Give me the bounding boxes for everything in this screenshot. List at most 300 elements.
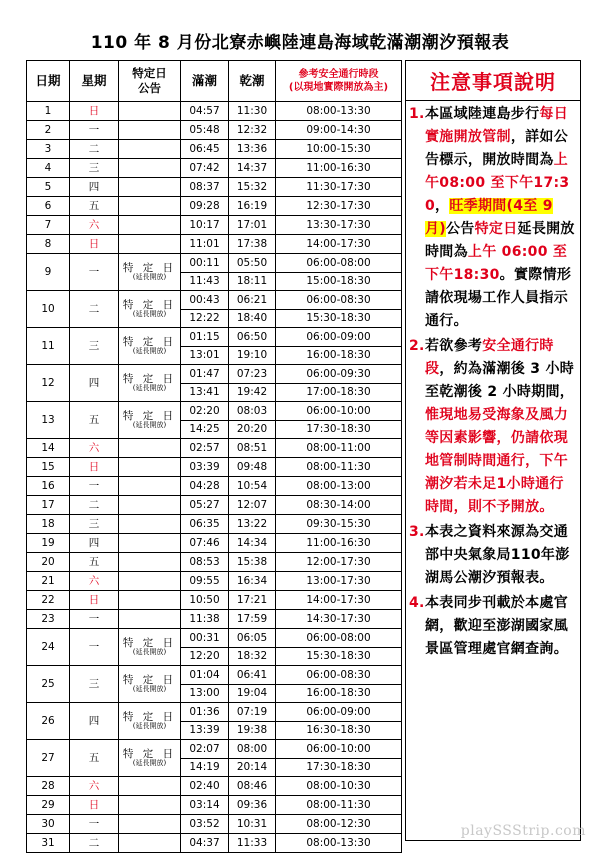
cell-safe-period: 08:00-13:30 (276, 834, 402, 853)
cell-safe-period: 09:00-14:30 (276, 121, 402, 140)
table-row (27, 815, 402, 834)
cell-special-day (119, 534, 181, 553)
note-number: 1. (409, 106, 425, 122)
cell-safe-period: 15:00-18:30 (276, 272, 402, 291)
cell-high-tide: 12:22 (181, 309, 229, 328)
cell-safe-period: 08:00-12:30 (276, 815, 402, 834)
header-special-line2: 公告 (138, 81, 161, 95)
cell-high-tide: 02:40 (181, 777, 229, 796)
cell-date: 6 (27, 197, 70, 216)
special-day-label: 特 定 日 (122, 674, 177, 687)
cell-weekday: 日 (70, 591, 119, 610)
header-safe-period (276, 61, 402, 102)
table-row (27, 796, 402, 815)
cell-safe-period: 06:00-08:30 (276, 666, 402, 685)
cell-weekday: 二 (70, 834, 119, 853)
cell-safe-period: 12:00-17:30 (276, 553, 402, 572)
cell-date: 23 (27, 610, 70, 629)
special-day-extended-label: (延長開放) (132, 420, 167, 429)
cell-safe-period: 17:30-18:30 (276, 758, 402, 777)
cell-weekday: 一 (70, 815, 119, 834)
note-number: 3. (409, 524, 425, 540)
special-day-extended-label: (延長開放) (132, 758, 167, 767)
cell-low-tide: 20:14 (229, 758, 276, 777)
header-date: 日期 (27, 61, 70, 102)
cell-weekday: 四 (70, 178, 119, 197)
cell-special-day (119, 216, 181, 235)
table-row (27, 515, 402, 534)
note-text-segment: ，約為滿潮後 3 小時至乾潮後 2 小時期間， (425, 361, 575, 400)
header-safe-line1: 參考安全通行時段 (298, 68, 379, 80)
cell-high-tide: 04:37 (181, 834, 229, 853)
cell-special-day (119, 777, 181, 796)
cell-date: 5 (27, 178, 70, 197)
cell-high-tide: 00:11 (181, 254, 229, 273)
note-text-segment: 公告 (446, 221, 475, 237)
cell-weekday: 六 (70, 572, 119, 591)
cell-weekday: 二 (70, 496, 119, 515)
table-row (27, 102, 402, 121)
cell-safe-period: 06:00-09:00 (276, 328, 402, 347)
cell-safe-period: 06:00-10:00 (276, 402, 402, 421)
table-row (27, 458, 402, 477)
special-day-extended-label: (延長開放) (132, 383, 167, 392)
notes-panel (405, 60, 581, 841)
cell-high-tide: 05:27 (181, 496, 229, 515)
cell-high-tide: 14:25 (181, 420, 229, 439)
cell-weekday: 六 (70, 216, 119, 235)
cell-date: 9 (27, 254, 70, 291)
table-row (27, 703, 402, 722)
cell-special-day (119, 629, 181, 666)
cell-low-tide: 19:38 (229, 721, 276, 740)
note-text-segment: 延長開放時間為 (425, 221, 575, 260)
cell-low-tide: 15:32 (229, 178, 276, 197)
table-row (27, 477, 402, 496)
cell-high-tide: 06:45 (181, 140, 229, 159)
note-text-segment: 安全通行時段 (425, 338, 554, 377)
cell-high-tide: 08:53 (181, 553, 229, 572)
cell-safe-period: 08:00-13:00 (276, 477, 402, 496)
cell-low-tide: 13:22 (229, 515, 276, 534)
cell-date: 1 (27, 102, 70, 121)
cell-special-day (119, 740, 181, 777)
cell-high-tide: 11:43 (181, 272, 229, 291)
table-row (27, 121, 402, 140)
cell-date: 15 (27, 458, 70, 477)
cell-low-tide: 09:48 (229, 458, 276, 477)
table-row (27, 328, 402, 347)
cell-date: 14 (27, 439, 70, 458)
cell-special-day (119, 178, 181, 197)
cell-date: 27 (27, 740, 70, 777)
cell-weekday: 一 (70, 610, 119, 629)
cell-low-tide: 08:51 (229, 439, 276, 458)
table-row (27, 159, 402, 178)
cell-safe-period: 16:00-18:30 (276, 346, 402, 365)
note-text-segment: ，詳如公告標示，開放時間為 (425, 129, 569, 168)
cell-high-tide: 01:04 (181, 666, 229, 685)
cell-special-day (119, 140, 181, 159)
special-day-label: 特 定 日 (122, 711, 177, 724)
cell-high-tide: 11:38 (181, 610, 229, 629)
cell-weekday: 二 (70, 140, 119, 159)
table-row (27, 740, 402, 759)
cell-high-tide: 07:46 (181, 534, 229, 553)
cell-special-day (119, 815, 181, 834)
cell-safe-period: 08:30-14:00 (276, 496, 402, 515)
cell-special-day (119, 159, 181, 178)
table-row (27, 610, 402, 629)
cell-low-tide: 15:38 (229, 553, 276, 572)
note-number: 2. (409, 338, 425, 354)
cell-weekday: 三 (70, 328, 119, 365)
cell-high-tide: 13:41 (181, 383, 229, 402)
note-text-segment: 旺季期間(4至 9 月) (425, 198, 553, 237)
cell-weekday: 五 (70, 553, 119, 572)
cell-high-tide: 10:50 (181, 591, 229, 610)
cell-safe-period: 14:00-17:30 (276, 235, 402, 254)
cell-low-tide: 19:04 (229, 684, 276, 703)
cell-weekday: 五 (70, 402, 119, 439)
cell-safe-period: 06:00-08:00 (276, 629, 402, 648)
cell-high-tide: 11:01 (181, 235, 229, 254)
cell-date: 24 (27, 629, 70, 666)
cell-weekday: 四 (70, 534, 119, 553)
note-item (406, 592, 580, 661)
cell-low-tide: 07:19 (229, 703, 276, 722)
note-text-segment: 。實際情形請依現場工作人員指示通行。 (425, 267, 572, 329)
cell-high-tide: 00:31 (181, 629, 229, 648)
cell-high-tide: 04:28 (181, 477, 229, 496)
cell-safe-period: 11:30-17:30 (276, 178, 402, 197)
cell-high-tide: 05:48 (181, 121, 229, 140)
special-day-label: 特 定 日 (122, 373, 177, 386)
cell-low-tide: 10:54 (229, 477, 276, 496)
cell-high-tide: 08:37 (181, 178, 229, 197)
table-row (27, 572, 402, 591)
cell-date: 21 (27, 572, 70, 591)
cell-weekday: 一 (70, 121, 119, 140)
cell-low-tide: 18:32 (229, 647, 276, 666)
cell-special-day (119, 439, 181, 458)
special-day-label: 特 定 日 (122, 336, 177, 349)
cell-safe-period: 12:30-17:30 (276, 197, 402, 216)
cell-low-tide: 13:36 (229, 140, 276, 159)
cell-high-tide: 13:00 (181, 684, 229, 703)
cell-safe-period: 17:00-18:30 (276, 383, 402, 402)
cell-high-tide: 01:36 (181, 703, 229, 722)
note-text-segment: 本區域陸連島步行 (425, 106, 540, 122)
cell-low-tide: 17:21 (229, 591, 276, 610)
cell-weekday: 二 (70, 291, 119, 328)
cell-date: 25 (27, 666, 70, 703)
cell-high-tide: 03:52 (181, 815, 229, 834)
cell-weekday: 四 (70, 703, 119, 740)
cell-safe-period: 06:00-08:00 (276, 254, 402, 273)
cell-weekday: 一 (70, 629, 119, 666)
cell-special-day (119, 102, 181, 121)
cell-high-tide: 02:57 (181, 439, 229, 458)
table-row (27, 197, 402, 216)
cell-safe-period: 08:00-11:30 (276, 458, 402, 477)
note-text-segment: 每日實施開放管制 (425, 106, 569, 145)
cell-date: 17 (27, 496, 70, 515)
tide-table-body (27, 102, 402, 853)
cell-low-tide: 07:23 (229, 365, 276, 384)
cell-special-day (119, 515, 181, 534)
cell-date: 10 (27, 291, 70, 328)
cell-safe-period: 08:00-13:30 (276, 102, 402, 121)
header-weekday: 星期 (70, 61, 119, 102)
cell-date: 31 (27, 834, 70, 853)
cell-date: 4 (27, 159, 70, 178)
cell-low-tide: 12:07 (229, 496, 276, 515)
cell-high-tide: 12:20 (181, 647, 229, 666)
notes-title: 注意事項說明 (406, 61, 580, 101)
cell-special-day (119, 291, 181, 328)
table-row (27, 291, 402, 310)
cell-high-tide: 01:47 (181, 365, 229, 384)
table-row (27, 254, 402, 273)
cell-weekday: 三 (70, 159, 119, 178)
cell-low-tide: 06:05 (229, 629, 276, 648)
cell-high-tide: 09:55 (181, 572, 229, 591)
table-row (27, 591, 402, 610)
cell-low-tide: 11:30 (229, 102, 276, 121)
cell-weekday: 日 (70, 102, 119, 121)
cell-low-tide: 19:10 (229, 346, 276, 365)
cell-special-day (119, 553, 181, 572)
special-day-extended-label: (延長開放) (132, 346, 167, 355)
cell-low-tide: 06:21 (229, 291, 276, 310)
cell-special-day (119, 477, 181, 496)
note-text-segment: ， (435, 198, 450, 214)
cell-weekday: 三 (70, 515, 119, 534)
note-text-segment: 惟現地易受海象及風力等因素影響，仍請依現地管制時間通行，下午潮汐若未足1小時通行時間，則不予開放。 (425, 407, 568, 515)
cell-date: 28 (27, 777, 70, 796)
table-row (27, 402, 402, 421)
note-text-segment: 本表同步刊載於本處官網，歡迎至澎湖國家風景區管理處官網查詢。 (425, 595, 568, 657)
cell-date: 22 (27, 591, 70, 610)
page-title: 110 年 8 月份北寮赤嶼陸連島海域乾滿潮潮汐預報表 (90, 33, 510, 53)
cell-weekday: 一 (70, 254, 119, 291)
table-row (27, 777, 402, 796)
cell-safe-period: 17:30-18:30 (276, 420, 402, 439)
cell-weekday: 五 (70, 197, 119, 216)
cell-high-tide: 06:35 (181, 515, 229, 534)
watermark: playSSStrip.com (460, 823, 586, 839)
cell-high-tide: 03:14 (181, 796, 229, 815)
cell-low-tide: 19:42 (229, 383, 276, 402)
cell-date: 19 (27, 534, 70, 553)
cell-date: 30 (27, 815, 70, 834)
cell-high-tide: 09:28 (181, 197, 229, 216)
cell-high-tide: 02:07 (181, 740, 229, 759)
notes-list (406, 103, 580, 661)
cell-low-tide: 05:50 (229, 254, 276, 273)
cell-safe-period: 14:00-17:30 (276, 591, 402, 610)
cell-safe-period: 16:00-18:30 (276, 684, 402, 703)
cell-low-tide: 09:36 (229, 796, 276, 815)
table-row (27, 534, 402, 553)
cell-special-day (119, 235, 181, 254)
cell-date: 20 (27, 553, 70, 572)
cell-special-day (119, 703, 181, 740)
table-header-row (27, 61, 402, 102)
cell-high-tide: 14:19 (181, 758, 229, 777)
cell-low-tide: 11:33 (229, 834, 276, 853)
cell-special-day (119, 197, 181, 216)
cell-high-tide: 02:20 (181, 402, 229, 421)
cell-special-day (119, 610, 181, 629)
cell-weekday: 六 (70, 777, 119, 796)
cell-low-tide: 18:11 (229, 272, 276, 291)
cell-special-day (119, 365, 181, 402)
cell-date: 3 (27, 140, 70, 159)
cell-high-tide: 07:42 (181, 159, 229, 178)
cell-special-day (119, 834, 181, 853)
cell-low-tide: 17:59 (229, 610, 276, 629)
note-text-segment: 上午 06:00 至下午18:30 (425, 244, 568, 283)
note-text-segment: 特定日 (474, 221, 518, 237)
special-day-label: 特 定 日 (122, 637, 177, 650)
cell-safe-period: 06:00-09:00 (276, 703, 402, 722)
cell-weekday: 一 (70, 477, 119, 496)
cell-high-tide: 13:01 (181, 346, 229, 365)
table-row (27, 365, 402, 384)
table-row (27, 178, 402, 197)
cell-low-tide: 08:03 (229, 402, 276, 421)
cell-high-tide: 13:39 (181, 721, 229, 740)
cell-high-tide: 01:15 (181, 328, 229, 347)
cell-safe-period: 09:30-15:30 (276, 515, 402, 534)
cell-low-tide: 12:32 (229, 121, 276, 140)
table-row (27, 216, 402, 235)
header-safe-line2: (以現地實際開放為主) (288, 82, 389, 93)
cell-high-tide: 03:39 (181, 458, 229, 477)
cell-special-day (119, 254, 181, 291)
table-row (27, 439, 402, 458)
cell-weekday: 日 (70, 235, 119, 254)
note-text-segment: 上午08:00 至下午17:30 (425, 152, 570, 214)
cell-special-day (119, 402, 181, 439)
cell-safe-period: 11:00-16:30 (276, 159, 402, 178)
cell-low-tide: 20:20 (229, 420, 276, 439)
cell-special-day (119, 591, 181, 610)
cell-safe-period: 15:30-18:30 (276, 647, 402, 666)
cell-date: 2 (27, 121, 70, 140)
cell-date: 29 (27, 796, 70, 815)
cell-safe-period: 06:00-10:00 (276, 740, 402, 759)
cell-low-tide: 08:46 (229, 777, 276, 796)
cell-safe-period: 08:00-10:30 (276, 777, 402, 796)
special-day-extended-label: (延長開放) (132, 647, 167, 656)
cell-date: 13 (27, 402, 70, 439)
cell-safe-period: 15:30-18:30 (276, 309, 402, 328)
cell-weekday: 日 (70, 458, 119, 477)
special-day-label: 特 定 日 (122, 262, 177, 275)
cell-weekday: 五 (70, 740, 119, 777)
cell-date: 11 (27, 328, 70, 365)
cell-special-day (119, 666, 181, 703)
cell-safe-period: 13:00-17:30 (276, 572, 402, 591)
cell-high-tide: 10:17 (181, 216, 229, 235)
table-row (27, 629, 402, 648)
table-row (27, 834, 402, 853)
cell-low-tide: 14:34 (229, 534, 276, 553)
header-special-day (119, 61, 181, 102)
cell-low-tide: 17:01 (229, 216, 276, 235)
cell-safe-period: 11:00-16:30 (276, 534, 402, 553)
cell-low-tide: 06:41 (229, 666, 276, 685)
special-day-extended-label: (延長開放) (132, 272, 167, 281)
cell-low-tide: 06:50 (229, 328, 276, 347)
special-day-extended-label: (延長開放) (132, 721, 167, 730)
cell-safe-period: 06:00-09:30 (276, 365, 402, 384)
cell-low-tide: 14:37 (229, 159, 276, 178)
special-day-label: 特 定 日 (122, 410, 177, 423)
cell-low-tide: 08:00 (229, 740, 276, 759)
special-day-label: 特 定 日 (122, 299, 177, 312)
cell-special-day (119, 796, 181, 815)
header-high-tide: 滿潮 (181, 61, 229, 102)
cell-date: 16 (27, 477, 70, 496)
cell-safe-period: 14:30-17:30 (276, 610, 402, 629)
note-item (406, 521, 580, 590)
cell-special-day (119, 328, 181, 365)
cell-date: 12 (27, 365, 70, 402)
table-row (27, 140, 402, 159)
cell-safe-period: 06:00-08:30 (276, 291, 402, 310)
cell-low-tide: 10:31 (229, 815, 276, 834)
special-day-extended-label: (延長開放) (132, 309, 167, 318)
note-item (406, 103, 580, 333)
table-row (27, 496, 402, 515)
note-text-segment: 本表之資料來源為交通部中央氣象局110年澎湖馬公潮汐預報表。 (425, 524, 570, 586)
cell-weekday: 六 (70, 439, 119, 458)
cell-date: 8 (27, 235, 70, 254)
cell-high-tide: 00:43 (181, 291, 229, 310)
tide-table (26, 60, 402, 853)
cell-weekday: 日 (70, 796, 119, 815)
header-low-tide: 乾潮 (229, 61, 276, 102)
cell-date: 7 (27, 216, 70, 235)
cell-special-day (119, 121, 181, 140)
cell-special-day (119, 458, 181, 477)
cell-high-tide: 04:57 (181, 102, 229, 121)
cell-low-tide: 17:38 (229, 235, 276, 254)
cell-date: 26 (27, 703, 70, 740)
note-text-segment: 若欲參考 (425, 338, 483, 354)
cell-safe-period: 10:00-15:30 (276, 140, 402, 159)
note-item (406, 335, 580, 519)
table-row (27, 666, 402, 685)
cell-date: 18 (27, 515, 70, 534)
cell-special-day (119, 496, 181, 515)
cell-safe-period: 08:00-11:00 (276, 439, 402, 458)
cell-weekday: 四 (70, 365, 119, 402)
cell-safe-period: 08:00-11:30 (276, 796, 402, 815)
cell-low-tide: 18:40 (229, 309, 276, 328)
cell-low-tide: 16:34 (229, 572, 276, 591)
cell-special-day (119, 572, 181, 591)
cell-weekday: 三 (70, 666, 119, 703)
special-day-label: 特 定 日 (122, 748, 177, 761)
special-day-extended-label: (延長開放) (132, 684, 167, 693)
table-row (27, 235, 402, 254)
cell-safe-period: 13:30-17:30 (276, 216, 402, 235)
